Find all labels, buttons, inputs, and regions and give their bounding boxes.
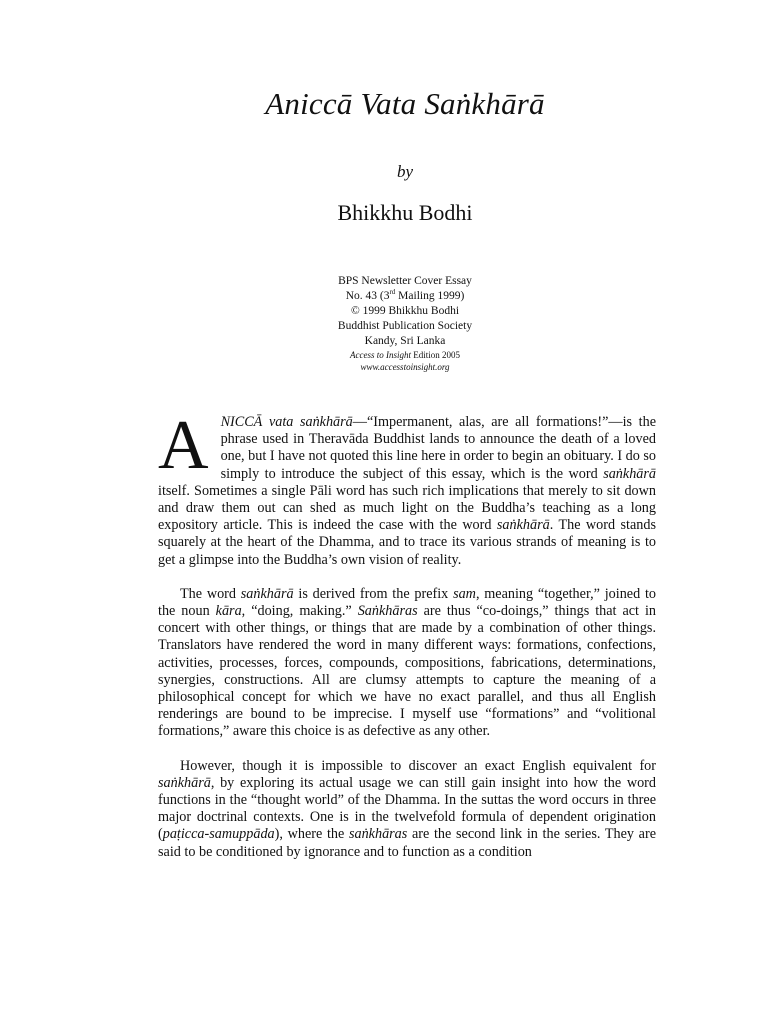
paragraph-3 <box>158 758 656 861</box>
p1-text-1: —“Impermanent, alas, are all formations!”—is the phrase used in Theravāda Buddhist lands to announce the death of a loved one, but I have not quoted this line here in order to begin an obituary. I do so simply to introduce the subject of this essay, which is the word <box>220 414 657 482</box>
pub-publisher: Buddhist Publication Society <box>337 320 473 332</box>
pub-edition <box>0 349 768 361</box>
p1-term-1: saṅkhārā <box>603 465 656 482</box>
pub-location: Kandy, Sri Lanka <box>364 335 446 347</box>
p2-text-1: The word <box>180 585 241 602</box>
p2-term-3: kāra <box>215 603 242 620</box>
p3-term-1: saṅkhārā <box>158 774 211 791</box>
p1-text-3: . The word stands squarely at the heart of the Dhamma, and to trace its various strands of meaning is to get a glimpse into the Buddha’s own vision of reality. <box>158 517 656 568</box>
publication-info <box>0 274 768 373</box>
p2-text-4: , “doing, making.” <box>241 603 358 620</box>
pub-issue-pre: No. 43 (3 <box>345 290 390 302</box>
p2-term-4: Saṅkhāras <box>357 603 418 620</box>
p3-text-4: are the second link in the series. They are said to be conditioned by ignorance and to function as a condition <box>158 826 656 860</box>
p3-text-2: , by exploring its actual usage we can still gain insight into how the word functions in the “thought world” of the Dhamma. In the suttas the word occurs in three major doctrinal contexts. One is in the twelvefold formula of dependent origination ( <box>158 774 656 843</box>
pub-issue <box>0 289 768 304</box>
opening-phrase: NICCĀ vata saṅkhārā <box>220 414 353 430</box>
p2-term-1: saṅkhārā <box>240 585 294 602</box>
drop-cap: A <box>158 407 209 484</box>
pub-issue-post: Mailing 1999) <box>395 290 465 302</box>
p2-text-2: is derived from the prefix <box>293 585 454 602</box>
p3-text-3: ), where the <box>274 826 349 843</box>
essay-title: Aniccā Vata Saṅkhārā <box>265 86 545 121</box>
p1-text-2: itself. Sometimes a single Pāli word has such rich implications that merely to sit down and draw them out can shed as much light on the Buddha’s teaching as a long expository article. This is indeed the case with the word <box>158 482 656 534</box>
pub-edition-name: Access to Insight <box>350 350 411 360</box>
p3-text-1: However, though it is impossible to discover an exact English equivalent for <box>180 757 656 774</box>
pub-copyright: © 1999 Bhikkhu Bodhi <box>350 305 460 317</box>
p1-term-2: saṅkhārā <box>496 517 550 534</box>
p2-text-5: are thus “co-doings,” things that act in concert with other things, or things that are made by a combination of other things. Translators have rendered the word in many different ways: formations, confections, activities, processes, forces, compounds, compositions, fabrications, determinations, synergies, constructions. All are clumsy attempts to capture the meaning of a philosophical concept for which we have no exact parallel, and thus all English renderings are bound to be imprecise. I myself use “formations” and “volitional formations,” aware this choice is as defective as any other. <box>158 603 656 740</box>
author-name: Bhikkhu Bodhi <box>337 200 473 225</box>
p3-term-2: paṭicca-samuppāda <box>162 826 275 843</box>
pub-edition-rest: Edition 2005 <box>411 350 460 360</box>
p3-term-3: saṅkhāras <box>348 826 408 843</box>
byline: by <box>396 162 414 181</box>
essay-body <box>158 407 657 861</box>
paragraph-2 <box>158 586 656 741</box>
pub-issue-sup: rd <box>389 288 396 297</box>
p2-term-2: sam <box>453 585 476 602</box>
pub-series: BPS Newsletter Cover Essay <box>338 275 472 287</box>
p2-text-3: , meaning “together,” joined to the noun <box>158 585 657 620</box>
pub-website: www.accesstoinsight.org <box>360 362 450 372</box>
paragraph-1 <box>158 407 657 569</box>
